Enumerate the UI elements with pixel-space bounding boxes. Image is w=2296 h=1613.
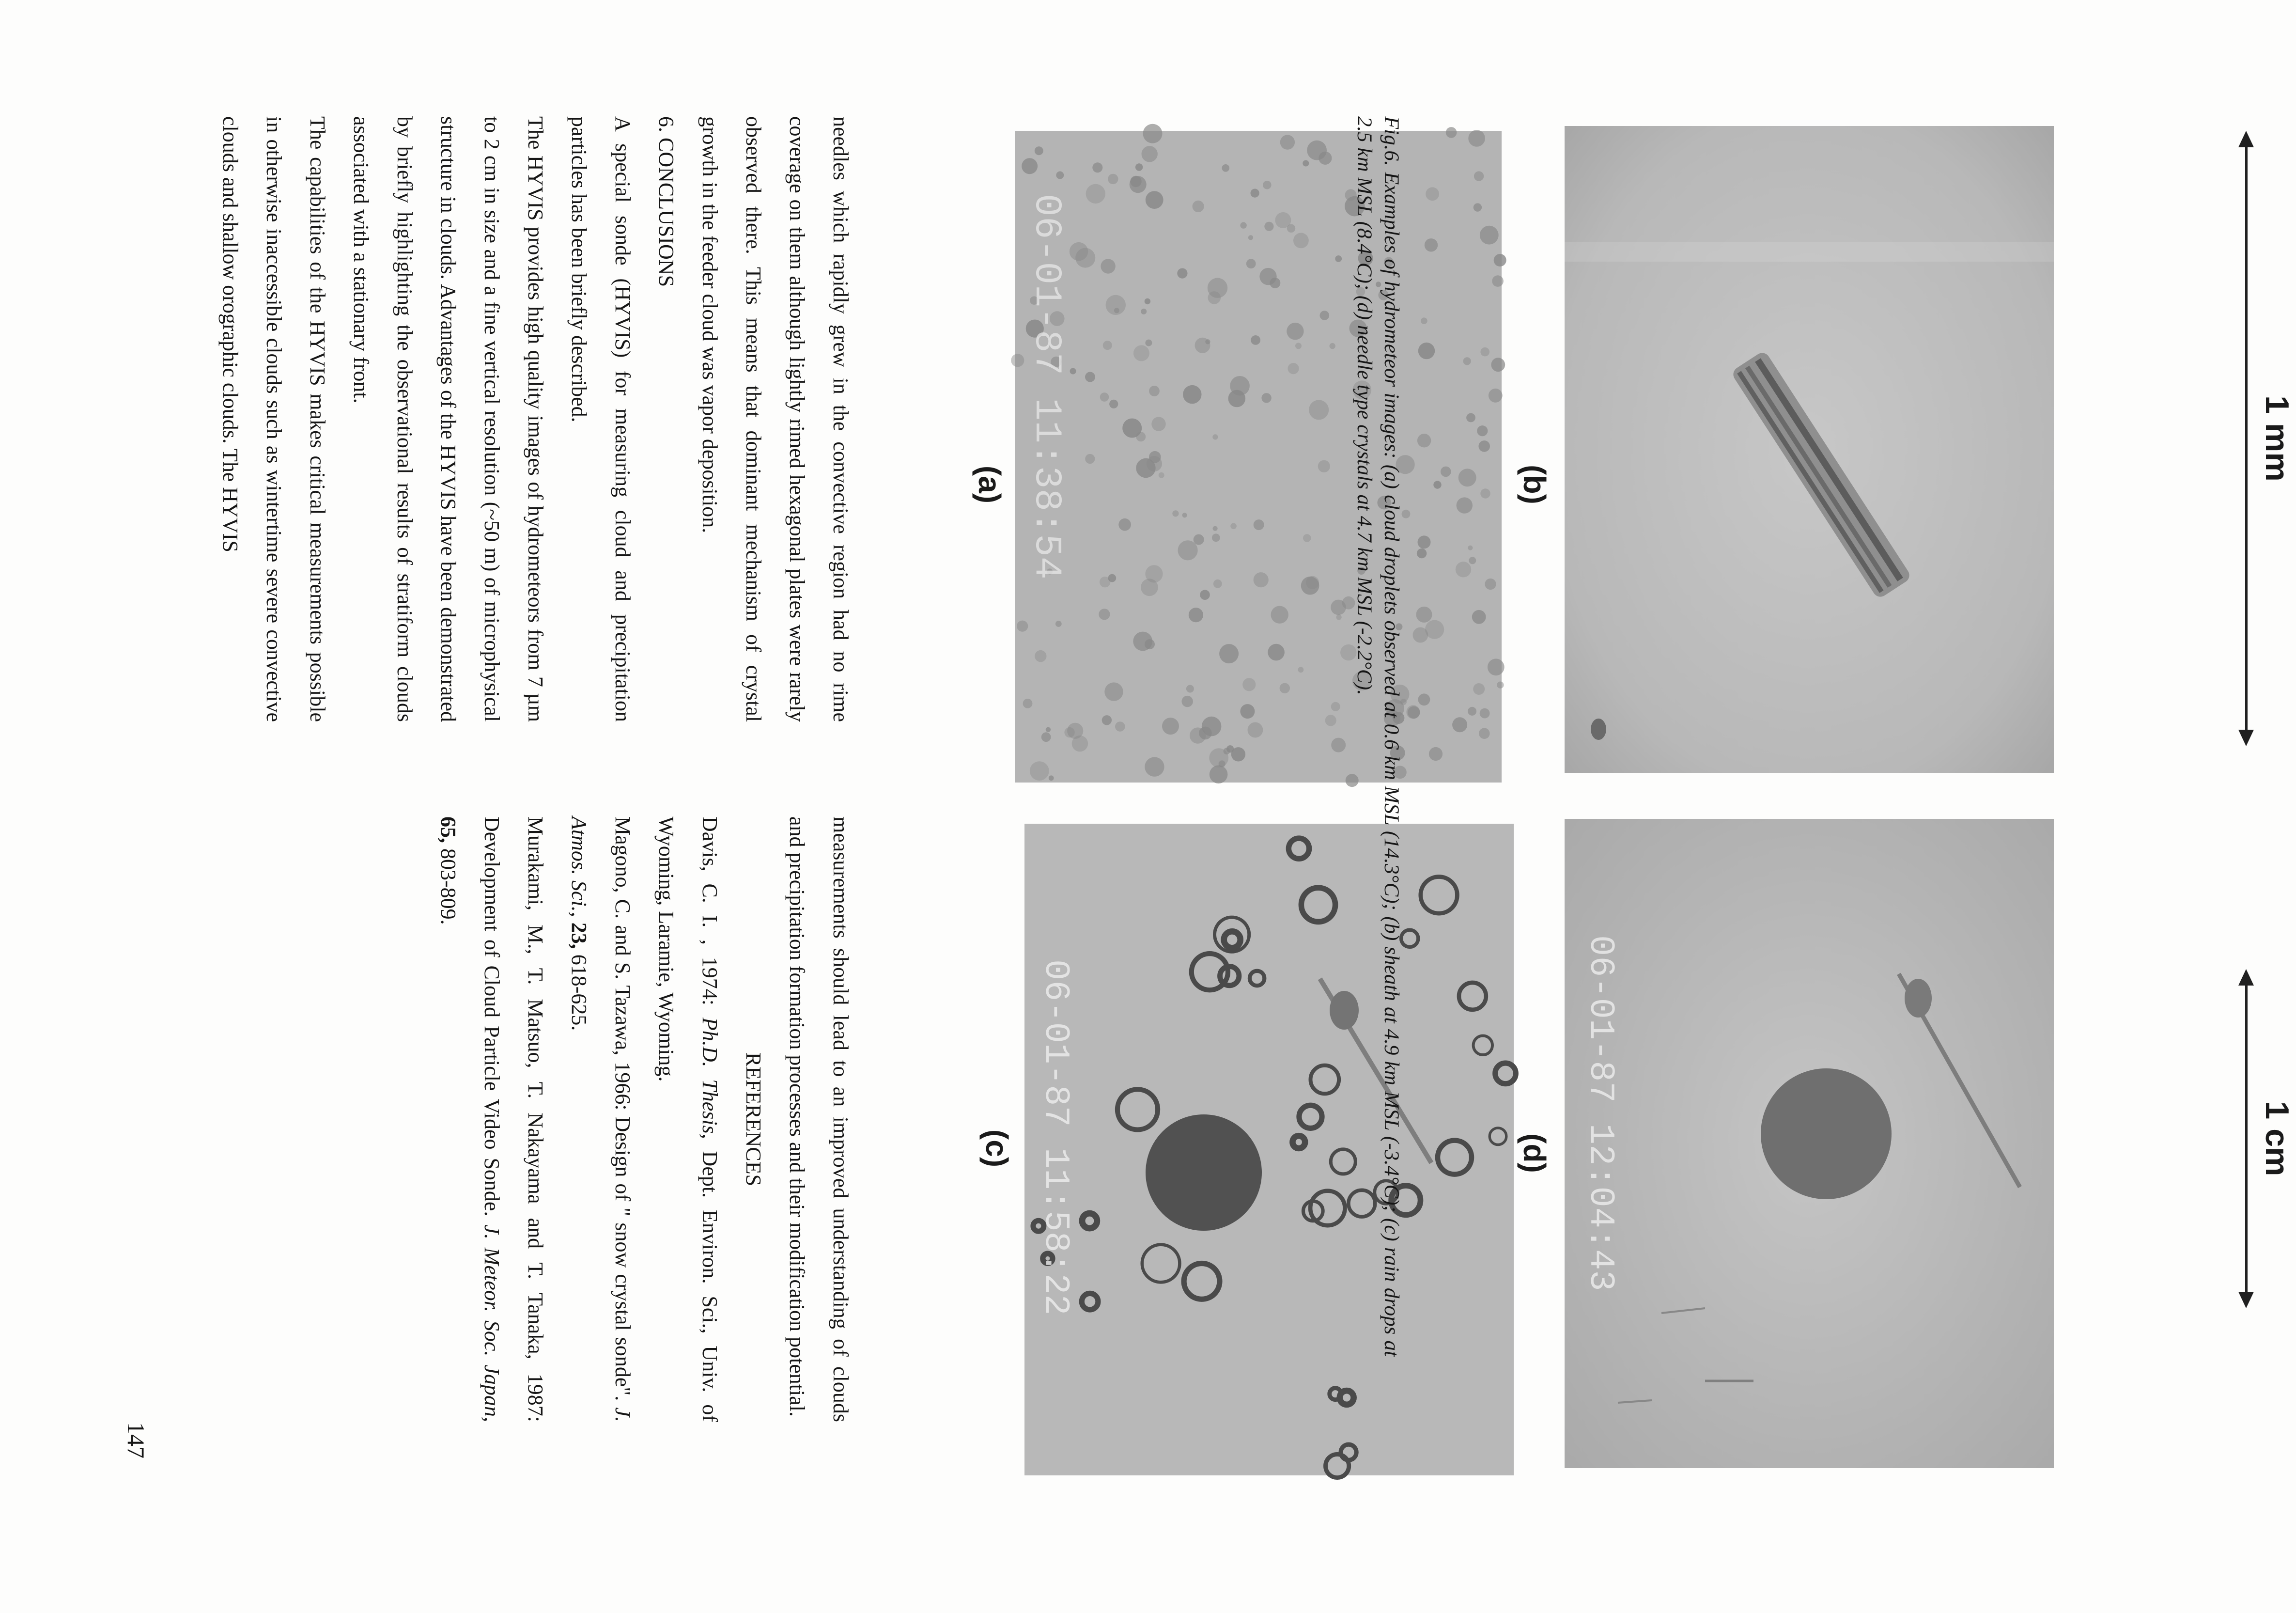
cloud-droplet	[1102, 715, 1112, 725]
cloud-droplet	[1275, 212, 1291, 228]
cloud-droplet	[1049, 775, 1054, 781]
cloud-droplet	[1480, 347, 1489, 357]
cloud-droplet	[1413, 627, 1428, 643]
left-column	[208, 116, 862, 722]
cloud-droplet	[1261, 393, 1271, 403]
cloud-droplet	[1331, 600, 1346, 615]
cloud-droplet	[1035, 650, 1046, 662]
ref-rest: Dept. Environ. Sci., Univ. of Wyoming, Laramie, Wyoming.	[654, 816, 722, 1423]
cloud-droplet	[1114, 308, 1119, 313]
cloud-droplet	[1433, 481, 1441, 488]
cloud-droplet	[1103, 341, 1112, 350]
cloud-droplet	[1418, 343, 1435, 359]
cloud-droplet	[1468, 546, 1473, 550]
scale-line	[2245, 980, 2248, 1298]
cloud-droplet	[1101, 259, 1115, 273]
cloud-droplet	[1172, 510, 1179, 517]
panel-label-d: (d)	[1517, 1133, 1552, 1173]
cloud-droplet	[1193, 201, 1204, 212]
cloud-droplet	[1458, 469, 1476, 486]
cloud-droplet	[1288, 363, 1299, 374]
ref-authors: Davis, C. I. , 1974:	[698, 816, 722, 1006]
cloud-droplet	[1303, 160, 1309, 167]
ref-title: Ph.D. Thesis,	[698, 1017, 722, 1139]
cloud-droplet	[1022, 158, 1038, 174]
cloud-droplet	[1240, 704, 1255, 719]
cloud-droplet	[1115, 721, 1125, 732]
cloud-droplet	[1212, 533, 1220, 542]
cloud-droplet	[1425, 238, 1438, 251]
cloud-droplet	[1251, 189, 1259, 198]
needle-crystals-image	[1565, 819, 2054, 1468]
ref-pages: 803-809.	[436, 848, 460, 925]
cloud-droplet	[1092, 162, 1102, 172]
cloud-droplet	[1280, 135, 1295, 149]
cloud-droplet	[1264, 222, 1273, 231]
cloud-droplet	[1190, 727, 1206, 743]
cloud-droplet	[1307, 141, 1327, 160]
cloud-droplet	[1200, 590, 1210, 600]
cloud-droplet	[1133, 345, 1149, 361]
arrow-right-icon	[2238, 730, 2254, 746]
cloud-droplet	[1122, 419, 1142, 438]
ref-volume: 65,	[436, 816, 460, 843]
cloud-droplet	[1325, 715, 1336, 726]
cloud-droplets-image	[1015, 131, 1502, 783]
paragraph: A special sonde (HYVIS) for measuring cloud and precipitation particles has been briefly described.	[567, 116, 635, 722]
cloud-droplet	[1480, 226, 1499, 245]
cloud-droplet	[1417, 548, 1427, 558]
photo-panel-d	[1565, 819, 2054, 1468]
cloud-droplet	[1280, 683, 1290, 693]
cloud-droplet	[1474, 171, 1484, 181]
cloud-droplet	[1141, 309, 1147, 314]
cloud-droplet	[1248, 722, 1263, 738]
cloud-droplet	[1426, 187, 1439, 201]
figure-caption: Fig.6. Examples of hydrometeor images: (a) cloud droplets observed at 0.6 km MSL (14.3°C); (b) sheath at 4.9 km MSL (-3.4°C); (c) rain drops at 2.5 km MSL (8.4°C); (d) needle type crystals at 4.7 km MSL (-2.2°C).	[1353, 116, 1403, 1357]
cloud-droplet	[1035, 146, 1043, 155]
cloud-droplet	[1429, 747, 1443, 761]
cloud-droplet	[1336, 614, 1341, 620]
ref-volume: 23,	[567, 922, 591, 949]
scale-bar-cm	[2209, 969, 2296, 1308]
ref-authors: Murakami, M., T. Matsuo, T. Nakayama and T. Tanaka, 1987: Development of Cloud Particle Video Sonde.	[480, 816, 547, 1422]
cloud-droplet	[1142, 146, 1158, 162]
cloud-droplet	[1306, 576, 1319, 589]
paragraph: The capabilities of the HYVIS makes critical measurements possible in otherwise inaccessible clouds such as wintertime severe convective clouds and shallow orographic clouds. The HYVIS	[218, 116, 329, 722]
cloud-droplet	[1212, 434, 1218, 439]
cloud-droplet	[1143, 124, 1163, 143]
section-heading: 6. CONCLUSIONS	[654, 116, 678, 287]
ref-journal: J. Meteor. Soc. Japan,	[480, 1224, 504, 1422]
cloud-droplet	[1473, 683, 1485, 695]
timestamp-overlay-c: 06-01-87 11:58:22	[1036, 959, 1075, 1315]
cloud-droplet	[1478, 440, 1490, 452]
references-heading: REFERENCES	[742, 1052, 765, 1187]
cloud-droplet	[1231, 747, 1245, 761]
reference-item	[426, 816, 557, 1422]
cloud-droplet	[1055, 621, 1062, 627]
cloud-droplet	[1182, 513, 1187, 517]
cloud-droplet	[1194, 534, 1204, 545]
cloud-droplet	[1159, 472, 1164, 478]
cloud-droplet	[1056, 172, 1064, 179]
cloud-droplet	[1320, 311, 1330, 320]
cloud-droplet	[1186, 685, 1194, 693]
cloud-droplet	[1075, 248, 1095, 268]
cloud-droplet	[1485, 579, 1496, 590]
cloud-droplet	[1489, 389, 1503, 403]
cloud-droplet	[1480, 708, 1490, 719]
arrow-right-icon	[2238, 1292, 2254, 1308]
page-number: 147	[123, 1422, 150, 1458]
cloud-droplet	[1151, 417, 1165, 431]
cloud-droplet	[1479, 728, 1490, 739]
reference-item	[644, 816, 731, 1422]
cloud-droplet	[1441, 467, 1451, 477]
cloud-droplet	[1287, 323, 1303, 340]
cloud-droplet	[1295, 343, 1302, 349]
cloud-droplet	[1251, 335, 1260, 345]
cloud-droplet	[1086, 184, 1105, 204]
cloud-droplet	[1189, 608, 1203, 622]
paragraph: The HYVIS provides high quality images of hydrometeors from 7 µm to 2 cm in size and a fine vertical resolution (~50 m) of microphysical structure in clouds. Advantages of the HYVIS have been demonstrated by briefly highlighting the observational results of stratiform clouds associated with a stationary front.	[349, 116, 547, 722]
cloud-droplet	[1242, 678, 1256, 691]
cloud-droplet	[1418, 535, 1431, 548]
cloud-droplet	[1318, 460, 1330, 472]
cloud-droplet	[1492, 275, 1504, 287]
cloud-droplet	[1457, 497, 1473, 513]
cloud-droplet	[1293, 233, 1309, 249]
cloud-droplet	[1210, 765, 1228, 783]
cloud-droplet	[1104, 682, 1123, 701]
ref-journal: J. Atmos. Sci.,	[567, 816, 635, 1423]
cloud-droplet	[1480, 488, 1490, 498]
photo-panel-a	[1015, 131, 1502, 783]
cloud-droplet	[1230, 523, 1237, 530]
cloud-droplet	[1183, 385, 1201, 404]
cloud-droplet	[1085, 372, 1095, 382]
cloud-droplet	[1416, 607, 1432, 623]
cloud-droplet	[1466, 413, 1475, 423]
cloud-droplet	[1330, 343, 1335, 349]
scale-label-cm: 1 cm	[2259, 1101, 2296, 1176]
ref-authors: Magono, C. and S. Tazawa, 1966: Design of " snow crystal sonde".	[611, 816, 635, 1401]
cloud-droplet	[1145, 298, 1150, 304]
cloud-droplet	[1417, 434, 1431, 447]
cloud-droplet	[1408, 706, 1420, 719]
cloud-droplet	[1468, 130, 1485, 147]
rain-drops-image	[1024, 824, 1514, 1475]
cloud-droplet	[1085, 454, 1095, 464]
cloud-droplet	[1477, 425, 1488, 436]
cloud-droplet	[1418, 693, 1430, 705]
cloud-droplet	[1335, 255, 1342, 262]
cloud-droplet	[1195, 338, 1210, 353]
reference-item	[557, 816, 644, 1422]
scale-line	[2245, 141, 2248, 736]
cloud-droplet	[1146, 191, 1164, 209]
scale-label-mm: 1 mm	[2259, 395, 2296, 482]
cloud-droplet	[1208, 291, 1221, 304]
cloud-droplet	[1222, 164, 1230, 172]
cloud-droplet	[1135, 163, 1143, 171]
cloud-droplet	[1219, 760, 1226, 767]
cloud-droplet	[1017, 621, 1028, 632]
panel-label-b: (b)	[1517, 465, 1552, 504]
cloud-droplet	[1263, 181, 1272, 189]
timestamp-overlay-a: 06-01-87 11:38:54	[1025, 194, 1068, 579]
cloud-droplet	[1240, 222, 1246, 228]
cloud-droplet	[1023, 699, 1033, 708]
cloud-droplet	[1182, 696, 1193, 707]
scale-bar-mm	[2209, 131, 2296, 746]
cloud-droplet	[1491, 358, 1505, 372]
cloud-droplet	[1011, 354, 1024, 367]
cloud-droplet	[1259, 268, 1276, 285]
cloud-droplet	[1118, 518, 1131, 531]
cloud-droplet	[1497, 682, 1504, 689]
cloud-droplet	[1488, 658, 1505, 675]
sheath-crystal-image	[1565, 126, 2054, 773]
cloud-droplet	[1456, 562, 1471, 577]
cloud-droplet	[1463, 357, 1471, 365]
cloud-droplet	[1268, 644, 1285, 661]
cloud-droplet	[1298, 667, 1304, 673]
photo-panel-b	[1565, 126, 2054, 773]
panel-label-c: (c)	[979, 1129, 1014, 1168]
cloud-droplet	[1331, 738, 1346, 752]
cloud-droplet	[1030, 761, 1049, 781]
cloud-droplet	[1228, 390, 1246, 407]
paragraph-continuation: needles which rapidly grew in the convective region had no rime coverage on them although lightly rimed hexagonal plates were rarely observed there. This means that dominant mechanism of crystal growth in the feeder cloud was vapor deposition.	[698, 116, 853, 722]
cloud-droplet	[1145, 340, 1152, 346]
cloud-droplet	[1177, 268, 1187, 279]
cloud-droplet	[1474, 203, 1482, 211]
cloud-droplet	[1100, 392, 1109, 402]
cloud-droplet	[1046, 727, 1051, 732]
cloud-droplet	[1452, 717, 1467, 732]
cloud-droplet	[1136, 458, 1155, 478]
cloud-droplet	[1421, 317, 1427, 324]
cloud-droplet	[1072, 736, 1088, 752]
cloud-droplet	[1271, 606, 1288, 624]
cloud-droplet	[1109, 400, 1118, 408]
cloud-droplet	[1472, 610, 1486, 624]
cloud-droplet	[1303, 534, 1311, 542]
cloud-droplet	[1130, 176, 1141, 187]
cloud-droplet	[1041, 732, 1051, 742]
timestamp-overlay-d: 06-01-87 12:04:43	[1581, 935, 1620, 1291]
cloud-droplet	[1213, 526, 1218, 531]
cloud-droplet	[1246, 259, 1256, 268]
cloud-droplet	[1162, 718, 1179, 735]
cloud-droplet	[1145, 565, 1163, 582]
cloud-droplet	[1446, 127, 1457, 138]
cloud-droplet	[1219, 644, 1239, 663]
cloud-droplet	[1108, 174, 1118, 184]
panel-label-a: (a)	[972, 465, 1007, 504]
cloud-droplet	[1145, 639, 1155, 649]
cloud-droplet	[1178, 540, 1198, 560]
cloud-droplet	[1254, 572, 1269, 587]
cloud-droplet	[1070, 368, 1076, 375]
cloud-droplet	[1468, 707, 1476, 716]
ref-pages: 618-625.	[567, 954, 591, 1031]
cloud-droplet	[1149, 386, 1160, 396]
photo-panel-c	[1024, 824, 1514, 1475]
cloud-droplet	[1469, 557, 1476, 564]
right-column	[426, 816, 862, 1422]
cloud-droplet	[1331, 702, 1340, 711]
cloud-droplet	[1145, 757, 1164, 776]
cloud-droplet	[1100, 577, 1110, 587]
cloud-droplet	[1494, 254, 1506, 266]
cloud-droplet	[1254, 519, 1264, 530]
paragraph-continuation: measurements should lead to an improved understanding of clouds and precipitation formation processes and their modification potential.	[785, 816, 853, 1422]
cloud-droplet	[1309, 400, 1329, 420]
cloud-droplet	[1099, 609, 1110, 620]
cloud-droplet	[1213, 579, 1222, 588]
cloud-droplet	[1248, 235, 1253, 240]
